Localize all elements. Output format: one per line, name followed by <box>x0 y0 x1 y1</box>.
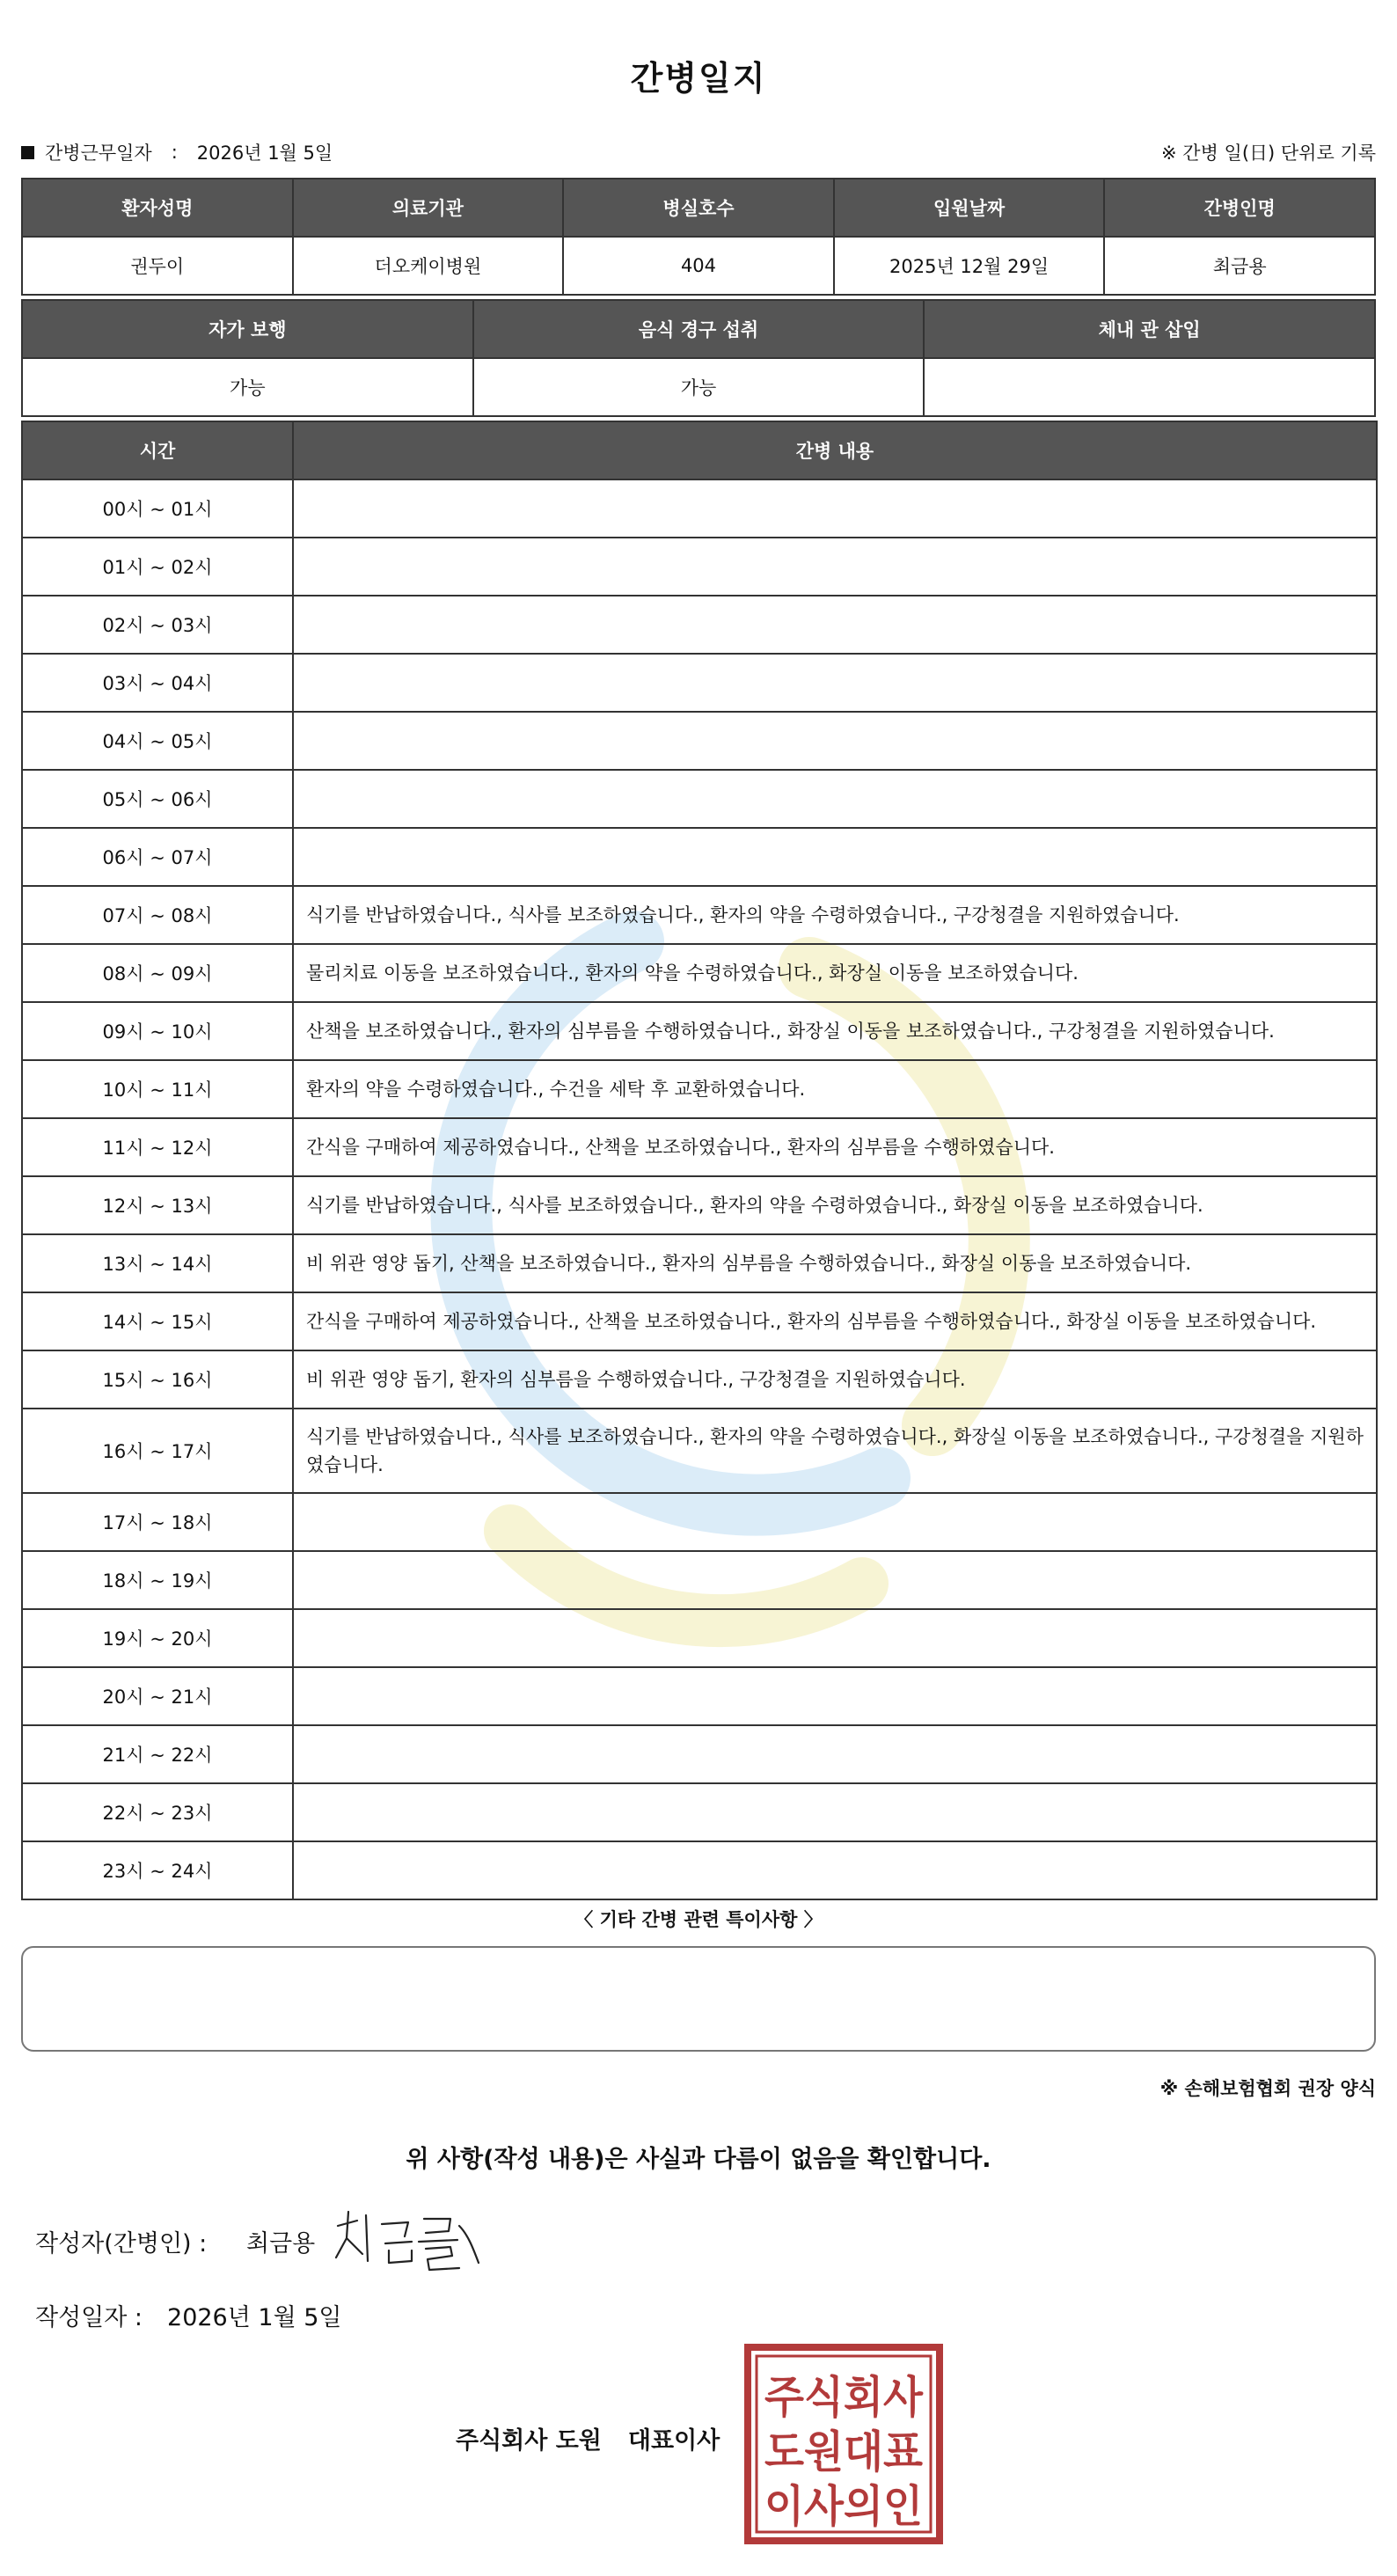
work-date-row <box>21 139 1376 165</box>
header-patient-name: 환자성명 <box>22 179 293 237</box>
work-date-label: 간병근무일자 <box>45 143 152 164</box>
header-self-walking: 자가 보행 <box>22 300 473 358</box>
ability-header-row <box>22 300 1375 358</box>
tube-insertion-value <box>924 358 1375 416</box>
company-seal-stamp <box>744 2344 943 2544</box>
care-log-content <box>293 654 1377 712</box>
care-log-header-row <box>22 421 1377 479</box>
document-title: 간병일지 <box>630 59 767 98</box>
care-log-row <box>22 1118 1377 1176</box>
self-walking-value: 가능 <box>22 358 473 416</box>
care-log-time: 02시 ~ 03시 <box>22 596 293 654</box>
oral-intake-value: 가능 <box>473 358 925 416</box>
hospital-name: 더오케이병원 <box>293 237 564 295</box>
patient-info-header-row <box>22 179 1375 237</box>
patient-name: 권두이 <box>22 237 293 295</box>
care-log-time: 18시 ~ 19시 <box>22 1551 293 1609</box>
care-log-row <box>22 1667 1377 1725</box>
care-log-row <box>22 654 1377 712</box>
header-time: 시간 <box>22 421 293 479</box>
care-log-table <box>21 421 1378 1900</box>
care-log-time: 14시 ~ 15시 <box>22 1292 293 1350</box>
header-tube-insertion: 체내 관 삽입 <box>924 300 1375 358</box>
work-date-value: 2026년 1월 5일 <box>196 143 333 164</box>
header-hospital: 의료기관 <box>293 179 564 237</box>
care-log-content <box>293 770 1377 828</box>
care-log-row <box>22 1783 1377 1841</box>
care-log-content <box>293 828 1377 886</box>
unit-note: ※ 간병 일(日) 단위로 기록 <box>1161 143 1376 164</box>
confirmation-statement: 위 사항(작성 내용)은 사실과 다름이 없음을 확인합니다. <box>406 2146 991 2173</box>
care-log-content: 식기를 반납하였습니다., 식사를 보조하였습니다., 환자의 약을 수령하였습니다., 화장실 이동을 보조하였습니다., 구강청결을 지원하였습니다. <box>293 1409 1377 1493</box>
writer-label: 작성자(간병인) : <box>35 2230 208 2258</box>
patient-info-value-row <box>22 237 1375 295</box>
care-log-content: 물리치료 이동을 보조하였습니다., 환자의 약을 수령하였습니다., 화장실 이동을 보조하였습니다. <box>293 944 1377 1002</box>
form-recommendation-note: ※ 손해보험협회 권장 양식 <box>1159 2078 1376 2099</box>
header-admission-date: 입원날짜 <box>834 179 1105 237</box>
care-log-time: 10시 ~ 11시 <box>22 1060 293 1118</box>
seal-line-1: 주식회사 <box>764 2372 924 2423</box>
work-date-separator: : <box>171 142 178 163</box>
caregiver-name: 최금용 <box>1104 237 1375 295</box>
care-log-row <box>22 1609 1377 1667</box>
patient-info-table <box>21 178 1376 296</box>
care-log-row <box>22 1350 1377 1409</box>
care-log-content <box>293 1609 1377 1667</box>
care-log-time: 05시 ~ 06시 <box>22 770 293 828</box>
care-log-content: 비 위관 영양 돕기, 환자의 심부름을 수행하였습니다., 구강청결을 지원하였습니다. <box>293 1350 1377 1409</box>
care-log-content <box>293 1493 1377 1551</box>
square-bullet-icon <box>21 146 34 159</box>
room-number: 404 <box>563 237 834 295</box>
care-log-row <box>22 1551 1377 1609</box>
seal-line-3: 이사의인 <box>764 2481 923 2532</box>
notes-title: 〈 기타 간병 관련 특이사항 〉 <box>574 1909 823 1930</box>
care-log-time: 19시 ~ 20시 <box>22 1609 293 1667</box>
care-log-content: 식기를 반납하였습니다., 식사를 보조하였습니다., 환자의 약을 수령하였습니다., 화장실 이동을 보조하였습니다. <box>293 1176 1377 1234</box>
care-log-time: 06시 ~ 07시 <box>22 828 293 886</box>
care-log-content <box>293 1551 1377 1609</box>
care-log-row <box>22 1176 1377 1234</box>
written-date-value: 2026년 1월 5일 <box>167 2304 342 2331</box>
writer-name: 최금용 <box>246 2230 316 2258</box>
written-date-label: 작성일자 : <box>35 2304 143 2331</box>
care-log-content <box>293 479 1377 538</box>
care-log-row <box>22 1292 1377 1350</box>
care-log-row <box>22 1493 1377 1551</box>
care-log-time: 09시 ~ 10시 <box>22 1002 293 1060</box>
ability-value-row <box>22 358 1375 416</box>
care-log-content <box>293 596 1377 654</box>
care-log-time: 21시 ~ 22시 <box>22 1725 293 1783</box>
care-log-content <box>293 712 1377 770</box>
header-caregiver-name: 간병인명 <box>1104 179 1375 237</box>
care-log-content: 식기를 반납하였습니다., 식사를 보조하였습니다., 환자의 약을 수령하였습니다., 구강청결을 지원하였습니다. <box>293 886 1377 944</box>
admission-date: 2025년 12월 29일 <box>834 237 1105 295</box>
care-log-row <box>22 596 1377 654</box>
care-log-body <box>22 479 1377 1899</box>
handwritten-signature <box>327 2199 486 2279</box>
care-log-row <box>22 1409 1377 1493</box>
care-log-row <box>22 828 1377 886</box>
care-log-row <box>22 1002 1377 1060</box>
care-log-content <box>293 1667 1377 1725</box>
care-log-time: 23시 ~ 24시 <box>22 1841 293 1899</box>
care-log-row <box>22 770 1377 828</box>
care-log-time: 03시 ~ 04시 <box>22 654 293 712</box>
care-log-time: 17시 ~ 18시 <box>22 1493 293 1551</box>
care-log-row <box>22 1841 1377 1899</box>
care-log-time: 15시 ~ 16시 <box>22 1350 293 1409</box>
care-log-time: 01시 ~ 02시 <box>22 538 293 596</box>
representative-title: 대표이사 <box>627 2427 720 2455</box>
care-log-content <box>293 1725 1377 1783</box>
care-log-time: 08시 ~ 09시 <box>22 944 293 1002</box>
care-log-time: 00시 ~ 01시 <box>22 479 293 538</box>
care-log-content: 간식을 구매하여 제공하였습니다., 산책을 보조하였습니다., 환자의 심부름을 수행하였습니다., 화장실 이동을 보조하였습니다. <box>293 1292 1377 1350</box>
header-care-content: 간병 내용 <box>293 421 1377 479</box>
care-log-content: 간식을 구매하여 제공하였습니다., 산책을 보조하였습니다., 환자의 심부름을 수행하였습니다. <box>293 1118 1377 1176</box>
care-log-time: 22시 ~ 23시 <box>22 1783 293 1841</box>
care-log-row <box>22 886 1377 944</box>
care-log-time: 16시 ~ 17시 <box>22 1409 293 1493</box>
written-date-row <box>35 2298 342 2332</box>
care-log-content: 환자의 약을 수령하였습니다., 수건을 세탁 후 교환하였습니다. <box>293 1060 1377 1118</box>
care-log-row <box>22 538 1377 596</box>
care-log-content: 산책을 보조하였습니다., 환자의 심부름을 수행하였습니다., 화장실 이동을 보조하였습니다., 구강청결을 지원하였습니다. <box>293 1002 1377 1060</box>
care-log-time: 13시 ~ 14시 <box>22 1234 293 1292</box>
care-log-row <box>22 1060 1377 1118</box>
care-log-content: 비 위관 영양 돕기, 산책을 보조하였습니다., 환자의 심부름을 수행하였습니다., 화장실 이동을 보조하였습니다. <box>293 1234 1377 1292</box>
patient-ability-table <box>21 299 1376 417</box>
care-log-time: 11시 ~ 12시 <box>22 1118 293 1176</box>
care-log-row <box>22 479 1377 538</box>
care-log-time: 07시 ~ 08시 <box>22 886 293 944</box>
care-log-time: 20시 ~ 21시 <box>22 1667 293 1725</box>
care-log-content <box>293 538 1377 596</box>
care-log-content <box>293 1841 1377 1899</box>
header-oral-intake: 음식 경구 섭취 <box>473 300 925 358</box>
company-signature-row <box>456 2421 720 2455</box>
company-name: 주식회사 도원 <box>456 2427 602 2455</box>
care-log-row <box>22 1234 1377 1292</box>
care-log-content <box>293 1783 1377 1841</box>
seal-line-2: 도원대표 <box>764 2426 924 2477</box>
care-log-row <box>22 1725 1377 1783</box>
care-log-row <box>22 944 1377 1002</box>
header-room-number: 병실호수 <box>563 179 834 237</box>
writer-row <box>35 2224 315 2258</box>
care-log-row <box>22 712 1377 770</box>
care-log-time: 12시 ~ 13시 <box>22 1176 293 1234</box>
care-log-time: 04시 ~ 05시 <box>22 712 293 770</box>
notes-box <box>21 1946 1376 2052</box>
